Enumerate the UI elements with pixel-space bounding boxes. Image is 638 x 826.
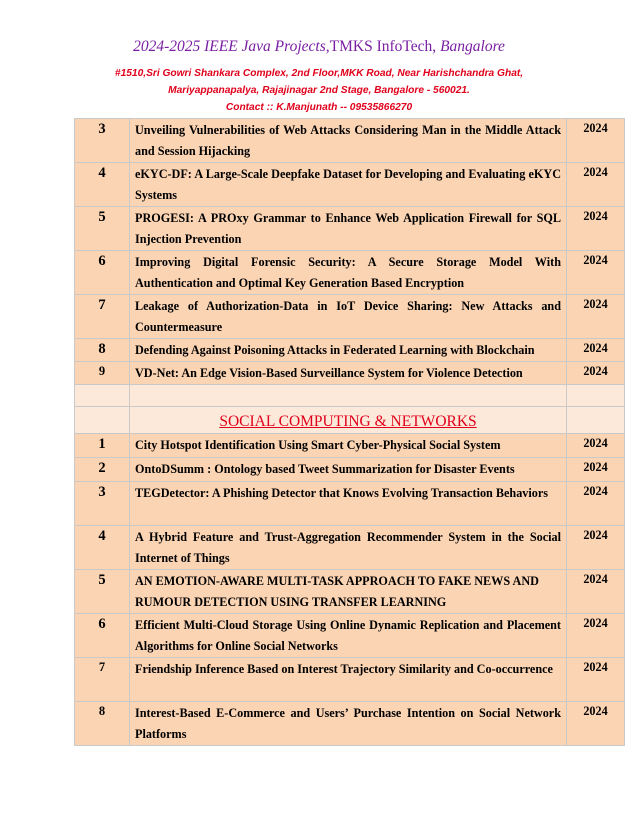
row-number: 3 [75, 482, 130, 526]
project-title: A Hybrid Feature and Trust-Aggregation Recommender System in the Social Internet of Things [130, 526, 567, 570]
table-row [75, 295, 625, 339]
section-title: SOCIAL COMPUTING & NETWORKS [130, 407, 567, 434]
table-row [75, 207, 625, 251]
project-year: 2024 [567, 458, 625, 482]
blank-cell [75, 407, 130, 434]
row-number: 5 [75, 207, 130, 251]
project-year: 2024 [567, 614, 625, 658]
project-title: Interest-Based E-Commerce and Users’ Purchase Intention on Social Network Platforms [130, 702, 567, 746]
project-title: OntoDSumm : Ontology based Tweet Summarization for Disaster Events [130, 458, 567, 482]
table-row [75, 570, 625, 614]
blank-cell [567, 385, 625, 407]
row-number: 4 [75, 526, 130, 570]
project-year: 2024 [567, 434, 625, 458]
project-title: TEGDetector: A Phishing Detector that Knows Evolving Transaction Behaviors [130, 482, 567, 526]
section-header-row [75, 407, 625, 434]
table-row [75, 163, 625, 207]
project-title: eKYC-DF: A Large-Scale Deepfake Dataset for Developing and Evaluating eKYC Systems [130, 163, 567, 207]
row-number: 4 [75, 163, 130, 207]
row-number: 5 [75, 570, 130, 614]
row-number: 7 [75, 295, 130, 339]
projects-table [74, 118, 625, 746]
row-number: 9 [75, 362, 130, 385]
project-year: 2024 [567, 362, 625, 385]
project-year: 2024 [567, 295, 625, 339]
header-title-company: TMKS InfoTech, [329, 38, 437, 55]
table-row [75, 339, 625, 362]
project-year: 2024 [567, 119, 625, 163]
project-year: 2024 [567, 163, 625, 207]
header-contact: Contact :: K.Manjunath -- 09535866270 [225, 102, 413, 113]
project-year: 2024 [567, 207, 625, 251]
project-year: 2024 [567, 482, 625, 526]
table-row [75, 702, 625, 746]
project-title: City Hotspot Identification Using Smart Cyber-Physical Social System [130, 434, 567, 458]
row-number: 7 [75, 658, 130, 702]
project-title: Efficient Multi-Cloud Storage Using Online Dynamic Replication and Placement Algorithms for Online Social Networks [130, 614, 567, 658]
project-title: Defending Against Poisoning Attacks in Federated Learning with Blockchain [130, 339, 567, 362]
blank-cell [567, 407, 625, 434]
project-year: 2024 [567, 251, 625, 295]
row-number: 8 [75, 702, 130, 746]
table-row [75, 526, 625, 570]
project-title: Unveiling Vulnerabilities of Web Attacks Considering Man in the Middle Attack and Session Hijacking [130, 119, 567, 163]
blank-row [75, 385, 625, 407]
row-number: 3 [75, 119, 130, 163]
header-address-line1: #1510,Sri Gowri Shankara Complex, 2nd Floor,MKK Road, Near Harishchandra Ghat, [114, 68, 524, 79]
table-row [75, 251, 625, 295]
project-year: 2024 [567, 570, 625, 614]
table-row [75, 614, 625, 658]
project-title: VD-Net: An Edge Vision-Based Surveillance System for Violence Detection [130, 362, 567, 385]
row-number: 6 [75, 251, 130, 295]
project-year: 2024 [567, 658, 625, 702]
table-row [75, 458, 625, 482]
blank-cell [130, 385, 567, 407]
table-row [75, 119, 625, 163]
row-number: 6 [75, 614, 130, 658]
project-year: 2024 [567, 702, 625, 746]
header-address-line2: Mariyappanapalya, Rajajinagar 2nd Stage, Bangalore - 560021. [168, 85, 470, 96]
row-number: 2 [75, 458, 130, 482]
project-year: 2024 [567, 339, 625, 362]
table-row [75, 658, 625, 702]
project-title: Friendship Inference Based on Interest Trajectory Similarity and Co-occurrence [130, 658, 567, 702]
row-number: 1 [75, 434, 130, 458]
project-title: Leakage of Authorization-Data in IoT Device Sharing: New Attacks and Countermeasure [130, 295, 567, 339]
page-header-title [0, 38, 638, 56]
header-title-city: Bangalore [436, 38, 505, 55]
header-title-projects: 2024-2025 IEEE Java Projects, [133, 38, 330, 55]
project-title: Improving Digital Forensic Security: A Secure Storage Model With Authentication and Optimal Key Generation Based Encryption [130, 251, 567, 295]
project-title: AN EMOTION-AWARE MULTI-TASK APPROACH TO FAKE NEWS AND RUMOUR DETECTION USING TRANSFER LEARNING [130, 570, 567, 614]
table-row [75, 434, 625, 458]
row-number: 8 [75, 339, 130, 362]
project-year: 2024 [567, 526, 625, 570]
blank-cell [75, 385, 130, 407]
table-row [75, 482, 625, 526]
table-row [75, 362, 625, 385]
project-title: PROGESI: A PROxy Grammar to Enhance Web Application Firewall for SQL Injection Prevention [130, 207, 567, 251]
